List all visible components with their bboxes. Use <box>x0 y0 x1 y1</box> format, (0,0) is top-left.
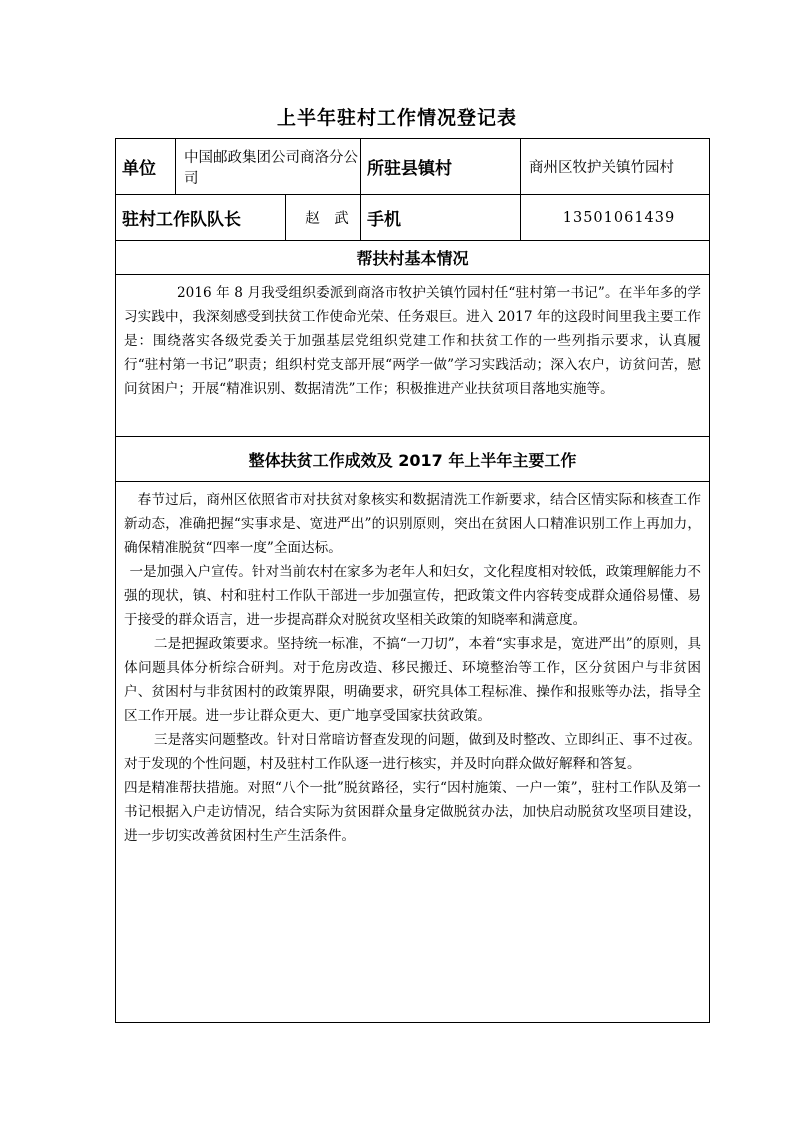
section2-body <box>116 482 710 1023</box>
unit-label: 单位 <box>116 139 176 195</box>
section2-heading: 整体扶贫工作成效及 2017 年上半年主要工作 <box>116 437 710 482</box>
section2-paragraph: 春节过后，商州区依照省市对扶贫对象核实和数据清洗工作新要求，结合区情实际和核查工作新动态，准确把握“实事求是、宽进严出”的识别原则，突出在贫困人口精准识别工作上再加力，确保精准脱贫“四率一度”全面达标。 <box>124 492 701 556</box>
leader-value: 赵 武 <box>286 195 361 241</box>
section2-paragraph: 一是加强入户宣传。针对当前农村在家多为老年人和妇女，文化程度相对较低，政策理解能力不强的现状，镇、村和驻村工作队干部进一步加强宣传，把政策文件内容转变成群众通俗易懂、易于接受的群众语言，进一步提高群众对脱贫攻坚相关政策的知晓率和满意度。 <box>124 564 701 628</box>
village-value: 商州区牧护关镇竹园村 <box>521 139 710 195</box>
section2-paragraph: 二是把握政策要求。坚持统一标准，不搞“一刀切”，本着“实事求是，宽进严出”的原则，具体问题具体分析综合研判。对于危房改造、移民搬迁、环境整治等工作，区分贫困户与非贫困户、贫困村与非贫困村的政策界限，明确要求，研究具体工程标准、操作和报账等办法，指导全区工作开展。进一步让群众更大、更广地享受国家扶贫政策。 <box>124 636 701 724</box>
form-title: 上半年驻村工作情况登记表 <box>276 107 517 129</box>
leader-row <box>116 195 710 241</box>
unit-value: 中国邮政集团公司商洛分公司 <box>176 139 361 195</box>
section1-body-row <box>116 275 710 437</box>
section1-body <box>116 275 710 437</box>
unit-row <box>116 139 710 195</box>
section2-paragraph: 四是精准帮扶措施。对照“八个一批”脱贫路径，实行“因村施策、一户一策”，驻村工作队及第一书记根据入户走访情况，结合实际为贫困群众量身定做脱贫办法，加快启动脱贫攻坚项目建设，进一步切实改善贫困村生产生活条件。 <box>124 780 701 844</box>
section1-heading: 帮扶村基本情况 <box>116 241 710 275</box>
section2-paragraph: 三是落实问题整改。针对日常暗访督查发现的问题，做到及时整改、立即纠正、事不过夜。对于发现的个性问题，村及驻村工作队逐一进行核实，并及时向群众做好解释和答复。 <box>124 732 701 772</box>
leader-label: 驻村工作队队长 <box>116 195 286 241</box>
section1-paragraph: 2016 年 8 月我受组织委派到商洛市牧护关镇竹园村任“驻村第一书记”。在半年多的学习实践中，我深刻感受到扶贫工作使命光荣、任务艰巨。进入 2017 年的这段时间里我主要工作是：围绕落实各级党委关于加强基层党组织党建工作和扶贫工作的一些列指示要求，认真履行“驻村第一书记”职责；组织村党支部开展“两学一做”学习实践活动；深入农户，访贫问苦，慰问贫困户；开展“精准识别、数据清洗”工作；积极推进产业扶贫项目落地实施等。 <box>124 285 701 397</box>
phone-label: 手机 <box>361 195 521 241</box>
phone-value: 13501061439 <box>521 195 710 241</box>
section2-header-row <box>116 437 710 482</box>
registration-form-table <box>115 138 710 1023</box>
section2-body-row <box>116 482 710 1023</box>
section1-header-row <box>116 241 710 275</box>
village-label: 所驻县镇村 <box>361 139 521 195</box>
